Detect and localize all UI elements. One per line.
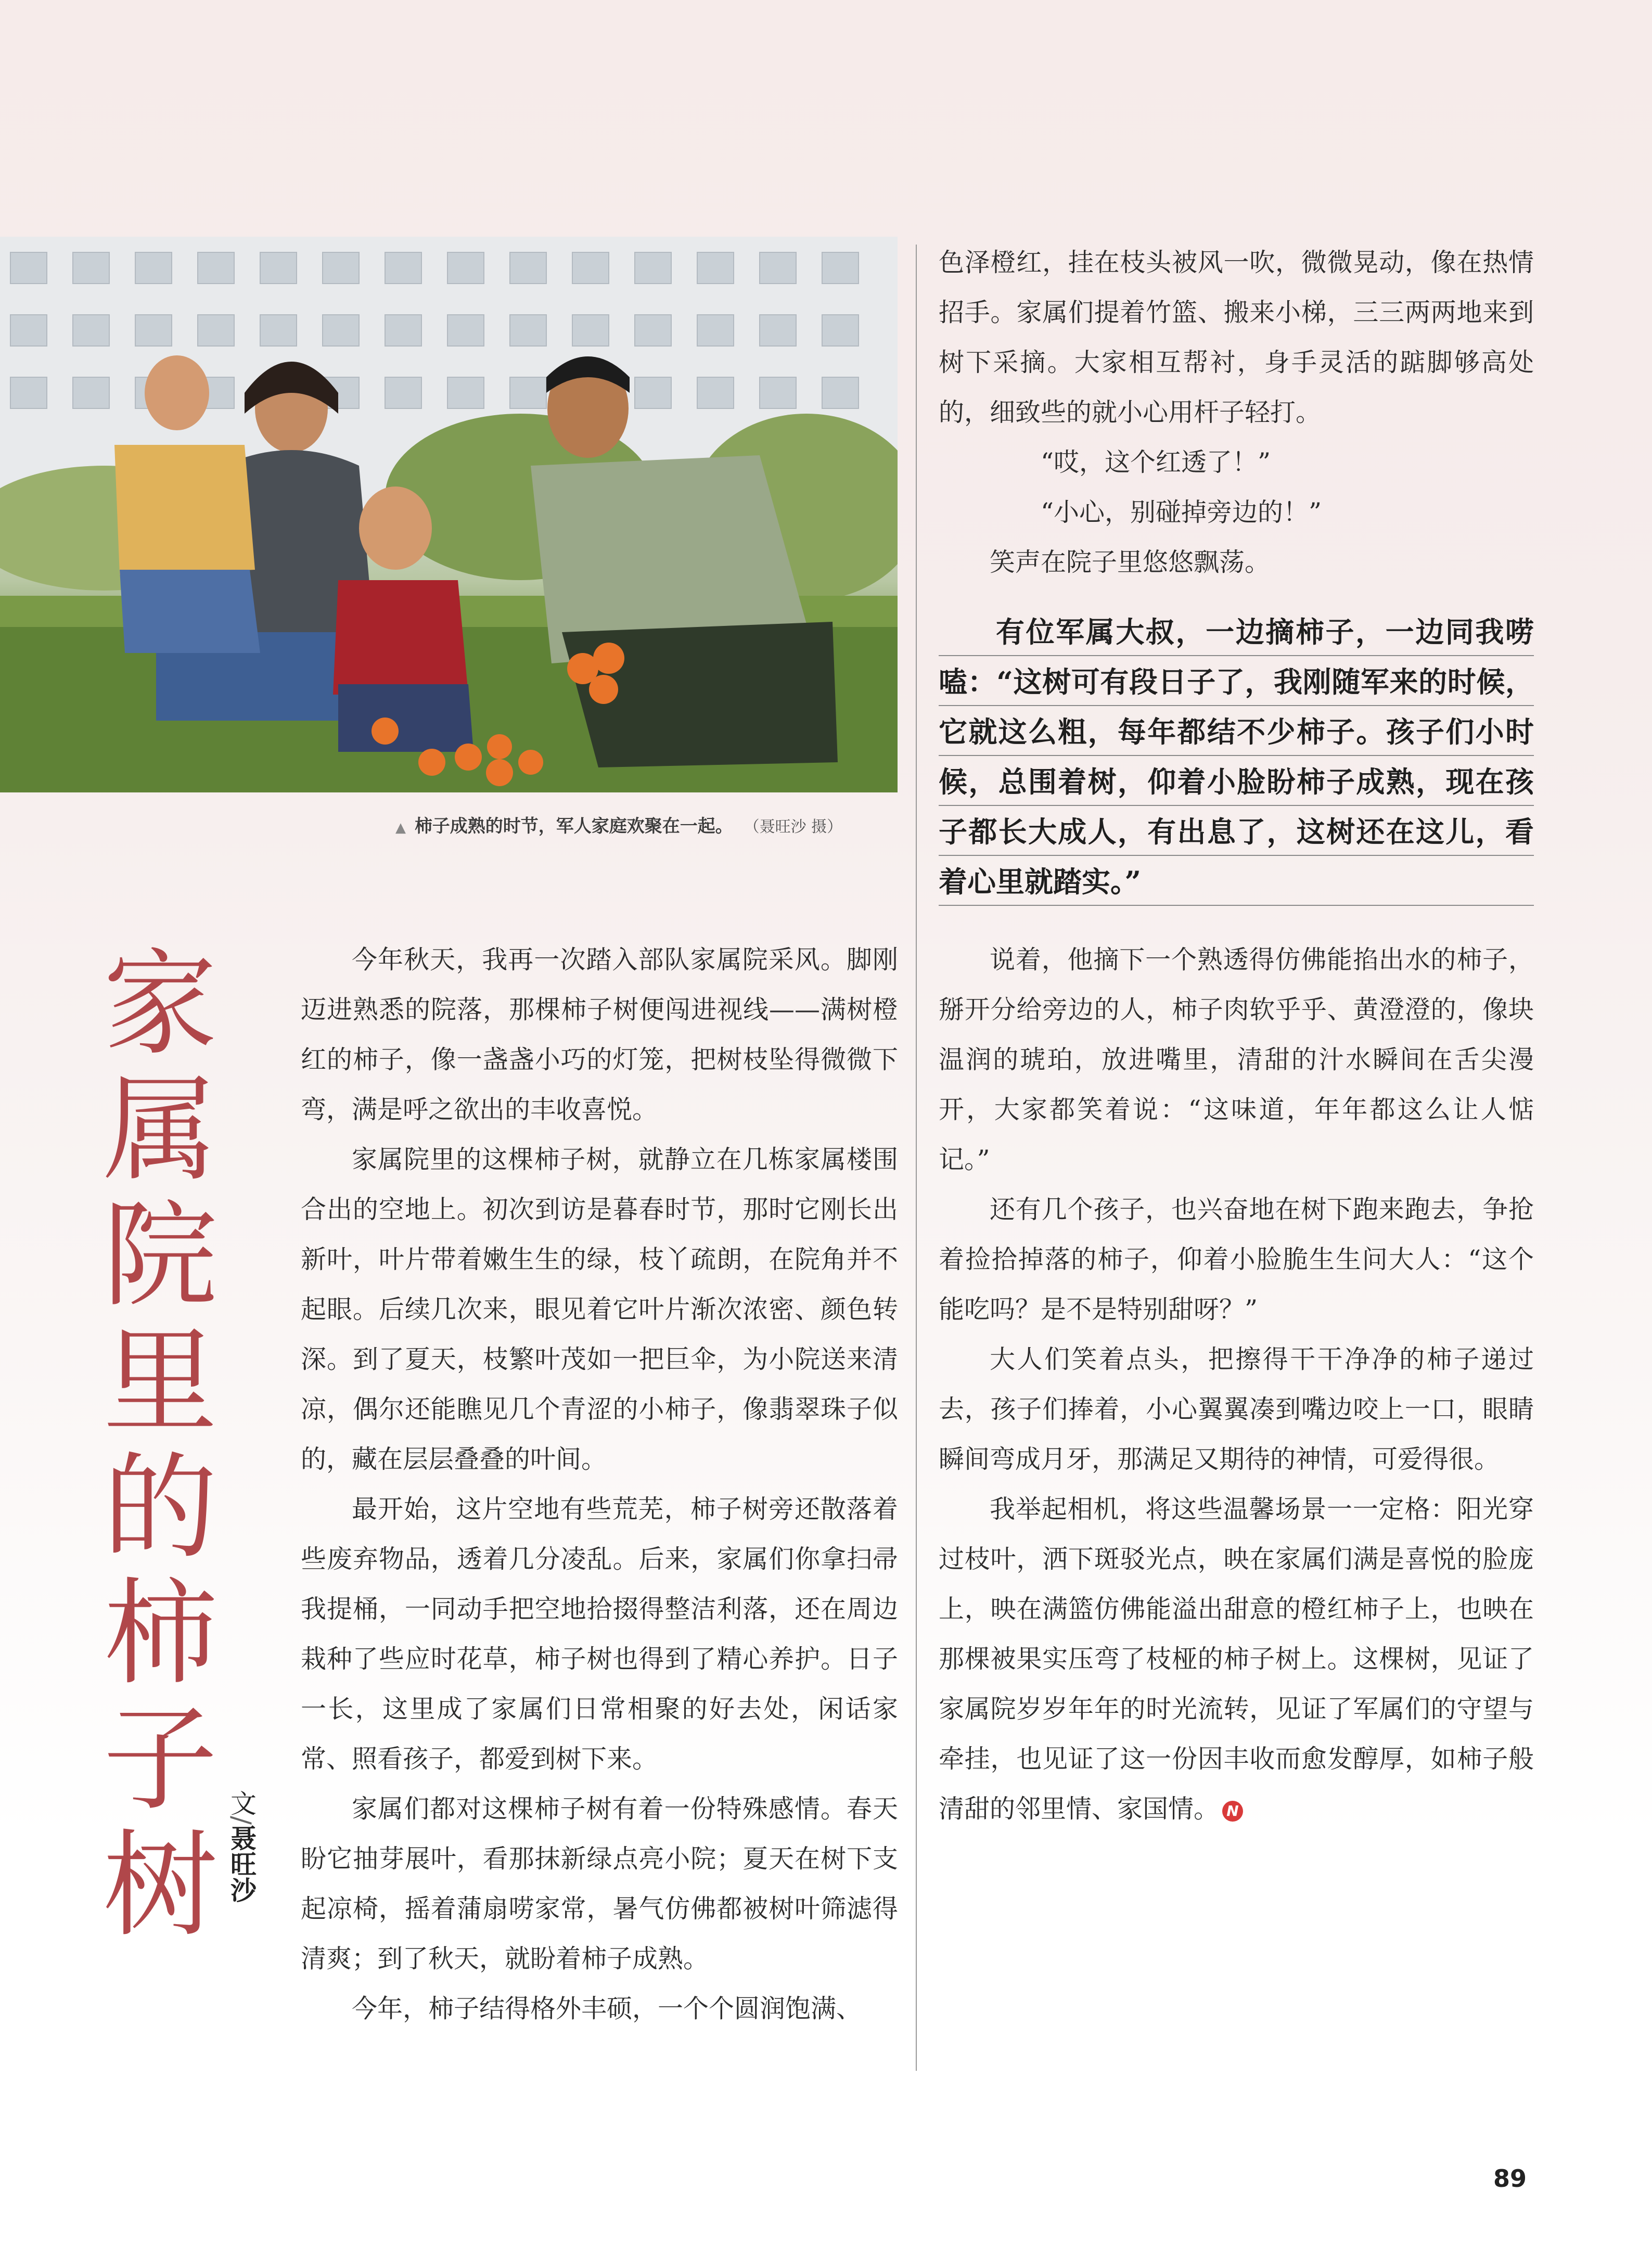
end-mark-icon: N xyxy=(1222,1801,1243,1822)
byline-slash: / xyxy=(226,1816,257,1825)
body-paragraph: 色泽橙红，挂在枝头被风一吹，微微晃动，像在热情招手。家属们提着竹篮、搬来小梯，三三两两地来到树下采摘。大家相互帮衬，身手灵活的踮脚够高处的，细致些的就小心用杆子轻打。 xyxy=(939,248,1534,427)
caption-triangle-icon: ▲ xyxy=(395,820,406,836)
column-divider xyxy=(916,245,917,2071)
author-name: 聂旺沙 xyxy=(226,1824,257,1903)
right-column-top xyxy=(939,238,1534,587)
byline xyxy=(226,1790,260,1903)
body-paragraph: 笑声在院子里悠悠飘荡。 xyxy=(990,547,1271,577)
byline-prefix: 文 xyxy=(226,1790,257,1816)
right-column-bottom xyxy=(939,935,1534,1834)
body-paragraph: 家属们都对这棵柿子树有着一份特殊感情。春天盼它抽芽展叶，看那抹新绿点亮小院；夏天在树下支起凉椅，摇着蒲扇唠家常，暑气仿佛都被树叶筛滤得清爽；到了秋天，就盼着柿子成熟。 xyxy=(301,1794,898,1974)
photo-credit: （聂旺沙 摄） xyxy=(744,818,843,836)
body-paragraph: 今年秋天，我再一次踏入部队家属院采风。脚刚迈进熟悉的院落，那棵柿子树便闯进视线——满树橙红的柿子，像一盏盏小巧的灯笼，把树枝坠得微微下弯，满是呼之欲出的丰收喜悦。 xyxy=(301,945,898,1124)
body-paragraph: 家属院里的这棵柿子树，就静立在几栋家属楼围合出的空地上。初次到访是暮春时节，那时它刚长出新叶，叶片带着嫩生生的绿，枝丫疏朗，在院角并不起眼。后续几次来，眼见着它叶片渐次浓密、颜色转深。到了夏天，枝繁叶茂如一把巨伞，为小院送来清凉，偶尔还能瞧见几个青涩的小柿子，像翡翠珠子似的，藏在层层叠叠的叶间。 xyxy=(301,1145,898,1474)
caption-text: 柿子成熟的时节，军人家庭欢聚在一起。 xyxy=(414,816,733,837)
article-title: 家属院里的柿子树 xyxy=(84,943,217,1950)
left-column xyxy=(301,935,898,2034)
last-paragraph-text: 我举起相机，将这些温馨场景一一定格：阳光穿过枝叶，洒下斑驳光点，映在家属们满是喜悦的脸庞上，映在满篮仿佛能溢出甜意的橙红柿子上，也映在那棵被果实压弯了枝桠的柿子树上。这棵树，见证了家属院岁岁年年的时光流转，见证了军属们的守望与牵挂，也见证了这一份因丰收而愈发醇厚，如柿子般清甜的邻里情、家国情。 xyxy=(939,1494,1534,1824)
body-paragraph: 最开始，这片空地有些荒芜，柿子树旁还散落着些废弃物品，透着几分凌乱。后来，家属们你拿扫帚我提桶，一同动手把空地拾掇得整洁利落，还在周边栽种了些应时花草，柿子树也得到了精心养护。日子一长，这里成了家属们日常相聚的好去处，闲话家常、照看孩子，都爱到树下来。 xyxy=(301,1494,898,1774)
pull-quote: 有位军属大叔，一边摘柿子，一边同我唠嗑：“这树可有段日子了，我刚随军来的时候，它就这么粗，每年都结不少柿子。孩子们小时候，总围着树，仰着小脸盼柿子成熟，现在孩子都长大成人，有出息了，这树还在这儿，看着心里就踏实。” xyxy=(939,607,1534,907)
body-paragraph: 还有几个孩子，也兴奋地在树下跑来跑去，争抢着捡拾掉落的柿子，仰着小脸脆生生问大人：“这个能吃吗？是不是特别甜呀？” xyxy=(939,1195,1534,1324)
photo-caption xyxy=(395,812,895,837)
body-paragraph: 说着，他摘下一个熟透得仿佛能掐出水的柿子，掰开分给旁边的人，柿子肉软乎乎、黄澄澄的，像块温润的琥珀，放进嘴里，清甜的汁水瞬间在舌尖漫开，大家都笑着说：“这味道，年年都这么让人惦记。” xyxy=(939,945,1534,1174)
article-photo xyxy=(0,237,898,792)
body-paragraph: 大人们笑着点头，把擦得干干净净的柿子递过去，孩子们捧着，小心翼翼凑到嘴边咬上一口，眼睛瞬间弯成月牙，那满足又期待的神情，可爱得很。 xyxy=(939,1344,1534,1474)
dialog-line: “小心，别碰掉旁边的！” xyxy=(1041,497,1322,527)
page-number: 89 xyxy=(1493,2164,1527,2193)
body-paragraph-last xyxy=(939,1484,1534,1834)
dialog-line: “哎，这个红透了！” xyxy=(1041,447,1271,477)
body-paragraph: 今年，柿子结得格外丰硕，一个个圆润饱满、 xyxy=(352,1994,862,2023)
family-photo-illustration xyxy=(0,237,898,792)
